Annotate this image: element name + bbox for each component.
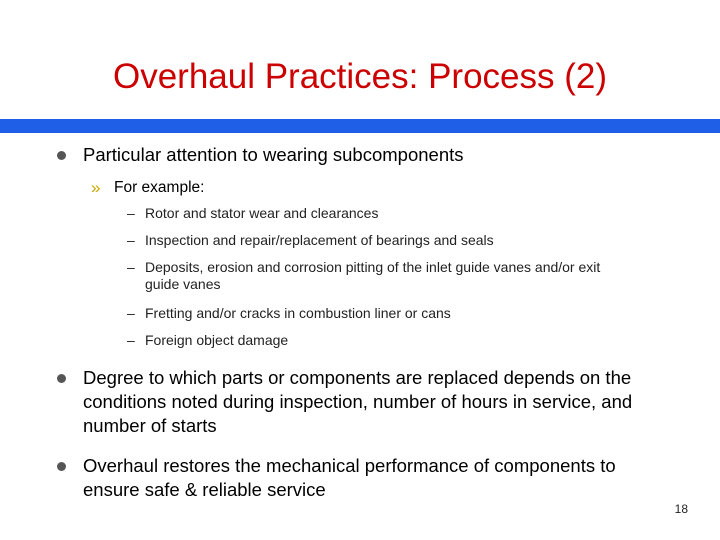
dash-icon: – — [127, 259, 135, 275]
bullet-dot-icon — [57, 151, 66, 160]
bullet-dot-icon — [57, 462, 66, 471]
title-divider — [0, 119, 720, 133]
dash-icon: – — [127, 205, 135, 221]
sub-bullet-text: For example: — [114, 179, 205, 196]
bullet-text: Degree to which parts or components are replaced depends on the conditions noted during inspection, number of hours in service, and number of starts — [83, 367, 633, 436]
dash-icon: – — [127, 305, 135, 321]
bullet-item — [57, 143, 677, 167]
bullet-dot-icon — [57, 374, 66, 383]
dash-icon: – — [127, 332, 135, 348]
bullet-text: Overhaul restores the mechanical performance of components to ensure safe & reliable service — [83, 455, 616, 500]
bullet-item — [57, 454, 677, 502]
sub-sub-bullet-text: Fretting and/or cracks in combustion liner or cans — [145, 305, 451, 321]
bullet-item — [57, 366, 677, 438]
double-chevron-icon: » — [91, 178, 101, 197]
slide-title: Overhaul Practices: Process (2) — [112, 57, 608, 96]
sub-sub-bullet-text: Deposits, erosion and corrosion pitting of the inlet guide vanes and/or exit guide vanes — [145, 259, 601, 292]
sub-sub-bullet-text: Foreign object damage — [145, 332, 289, 348]
sub-sub-bullet-text: Inspection and repair/replacement of bearings and seals — [145, 232, 494, 248]
page-number: 18 — [674, 502, 688, 516]
bullet-text: Particular attention to wearing subcomponents — [83, 144, 464, 165]
sub-sub-bullet-text: Rotor and stator wear and clearances — [145, 205, 379, 221]
dash-icon: – — [127, 232, 135, 248]
